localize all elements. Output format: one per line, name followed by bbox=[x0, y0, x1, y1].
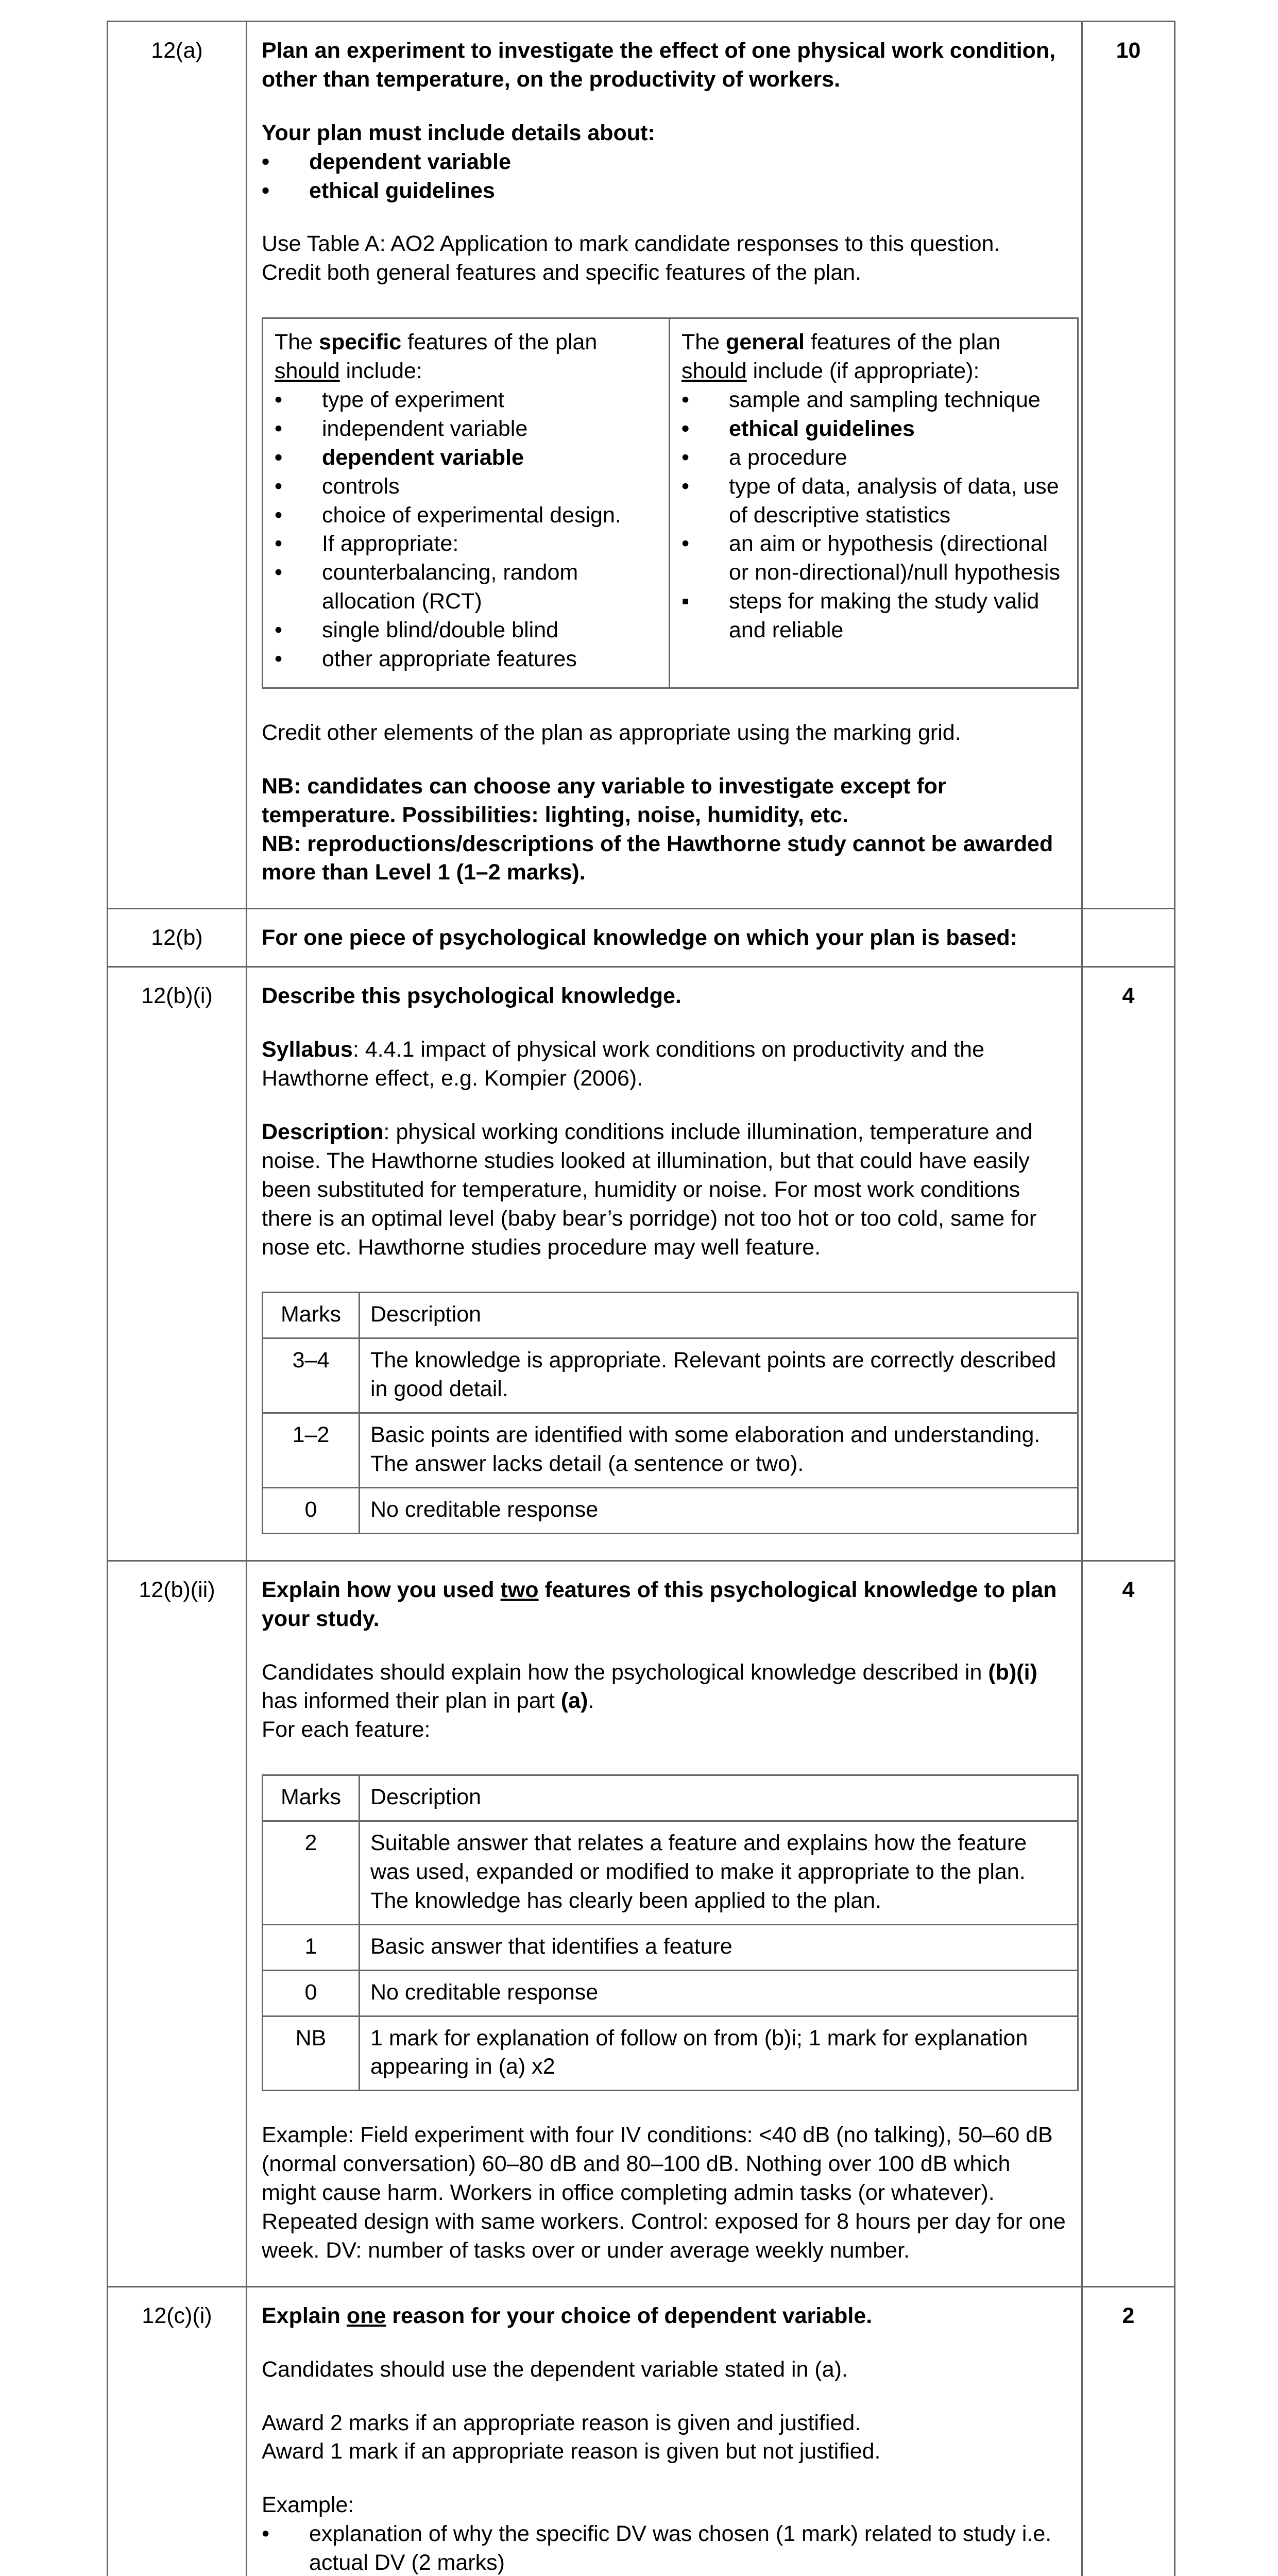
plan-items-list bbox=[262, 148, 1069, 206]
grid-marks: 2 bbox=[263, 1821, 360, 1925]
grid-description: The knowledge is appropriate. Relevant points are correctly described in good detail. bbox=[360, 1338, 1078, 1413]
table-row bbox=[263, 1487, 1078, 1533]
syllabus-line: Syllabus: 4.4.1 impact of physical work conditions on productivity and the Hawthorne effect, e.g. Kompier (2006). bbox=[262, 1037, 985, 1091]
list-item: • other appropriate features bbox=[275, 645, 657, 674]
question-content bbox=[247, 2286, 1082, 2576]
table-row bbox=[263, 1338, 1078, 1413]
candidates-instruction: Candidates should use the dependent variable stated in (a). bbox=[262, 2357, 848, 2382]
question-row-12ci bbox=[108, 2286, 1175, 2576]
question-row-12bii bbox=[108, 1561, 1175, 2286]
question-title: For one piece of psychological knowledge on which your plan is based: bbox=[262, 925, 1018, 951]
grid-header-marks: Marks bbox=[263, 1775, 360, 1821]
table-row bbox=[263, 1775, 1078, 1821]
grid-description: No creditable response bbox=[360, 1970, 1078, 2016]
specific-features-cell bbox=[263, 318, 670, 688]
marking-grid bbox=[262, 1774, 1079, 2091]
marks-cell: 2 bbox=[1082, 2286, 1175, 2576]
marking-grid bbox=[262, 1292, 1079, 1534]
table-row bbox=[263, 1970, 1078, 2016]
question-row-12b bbox=[108, 909, 1175, 967]
grid-description: 1 mark for explanation of follow on from (b)i; 1 mark for explanation appearing in (a) x2 bbox=[360, 2016, 1078, 2091]
grid-marks: 1 bbox=[263, 1924, 360, 1970]
mark-scheme-table bbox=[107, 21, 1175, 2576]
list-item: • type of experiment bbox=[275, 386, 657, 415]
list-item: • choice of experimental design. bbox=[275, 501, 657, 530]
award-line: Award 1 mark if an appropriate reason is given but not justified. bbox=[262, 2439, 881, 2464]
list-item: • dependent variable bbox=[275, 444, 657, 472]
question-content bbox=[247, 909, 1082, 967]
marks-cell: 4 bbox=[1082, 1561, 1175, 2286]
nb-note: NB: reproductions/descriptions of the Hawthorne study cannot be awarded more than Level 1 (1–2 marks). bbox=[262, 831, 1053, 885]
features-table bbox=[262, 317, 1079, 689]
grid-header-marks: Marks bbox=[263, 1293, 360, 1338]
list-item: ▪ steps for making the study valid and reliable bbox=[681, 587, 1066, 645]
marks-cell bbox=[1082, 909, 1175, 967]
question-row-12bi bbox=[108, 967, 1175, 1561]
grid-description: Basic points are identified with some elaboration and understanding. The answer lacks detail (a sentence or two). bbox=[360, 1413, 1078, 1488]
grid-marks: 0 bbox=[263, 1970, 360, 2016]
question-title: Plan an experiment to investigate the effect of one physical work condition, other than temperature, on the productivity of workers. bbox=[262, 38, 1056, 92]
candidates-instruction: Candidates should explain how the psychological knowledge described in (b)(i) has informed their plan in part (a). bbox=[262, 1659, 1037, 1714]
question-row-12a bbox=[108, 22, 1175, 909]
table-row bbox=[263, 2016, 1078, 2091]
grid-description: No creditable response bbox=[360, 1487, 1078, 1533]
grid-description: Suitable answer that relates a feature and explains how the feature was used, expanded or modified to make it appropriate to the plan. The knowledge has clearly been applied to the plan. bbox=[360, 1821, 1078, 1925]
question-number: 12(b)(i) bbox=[108, 967, 247, 1561]
general-features-list bbox=[681, 386, 1066, 587]
grid-marks: NB bbox=[263, 2016, 360, 2091]
list-item: • If appropriate: bbox=[275, 530, 657, 558]
question-content bbox=[247, 1561, 1082, 2286]
list-item: • ethical guidelines bbox=[681, 415, 1066, 444]
question-content bbox=[247, 967, 1082, 1561]
description-paragraph: Description: physical working conditions include illumination, temperature and noise. The Hawthorne studies looked at illumination, but that could have easily been substituted for temperature, humidity or noise. For most work conditions there is an optimal level (baby bear’s porridge) not too hot or too cold, same for nose etc. Hawthorne studies procedure may well feature. bbox=[262, 1119, 1037, 1260]
list-item: • type of data, analysis of data, use of descriptive statistics bbox=[681, 472, 1066, 530]
question-title: Describe this psychological knowledge. bbox=[262, 984, 681, 1009]
example-list bbox=[262, 2520, 1069, 2576]
question-number: 12(a) bbox=[108, 22, 247, 909]
nb-note: NB: candidates can choose any variable to investigate except for temperature. Possibilities: lighting, noise, humidity, etc. bbox=[262, 773, 946, 827]
grid-marks: 3–4 bbox=[263, 1338, 360, 1413]
question-title: Explain one reason for your choice of dependent variable. bbox=[262, 2303, 873, 2328]
question-number: 12(b)(ii) bbox=[108, 1561, 247, 2286]
list-item: • a procedure bbox=[681, 444, 1066, 472]
marks-cell: 10 bbox=[1082, 22, 1175, 909]
example-paragraph: Example: Field experiment with four IV conditions: <40 dB (no talking), 50–60 dB (normal conversation) 60–80 dB and 80–100 dB. Nothing over 100 dB which might cause harm. Workers in office completing admin tasks (or whatever). Repeated design with same workers. Control: exposed for 8 hours per day for one week. DV: number of tasks over or under average weekly number. bbox=[262, 2123, 1066, 2263]
credit-other-line: Credit other elements of the plan as appropriate using the marking grid. bbox=[262, 720, 961, 745]
marks-cell: 4 bbox=[1082, 967, 1175, 1561]
instruction-line: Use Table A: AO2 Application to mark candidate responses to this question. bbox=[262, 231, 1000, 257]
table-row bbox=[263, 1293, 1078, 1338]
plan-intro: Your plan must include details about: bbox=[262, 120, 655, 145]
example-label: Example: bbox=[262, 2493, 354, 2518]
question-number: 12(b) bbox=[108, 909, 247, 967]
list-item: • single blind/double blind bbox=[275, 616, 657, 645]
award-line: Award 2 marks if an appropriate reason is given and justified. bbox=[262, 2410, 861, 2435]
for-each-line: For each feature: bbox=[262, 1717, 431, 1742]
list-item: • controls bbox=[275, 472, 657, 501]
list-item: • ethical guidelines bbox=[262, 177, 1069, 206]
grid-header-description: Description bbox=[360, 1293, 1078, 1338]
table-row bbox=[263, 1413, 1078, 1488]
general-features-heading: The general features of the plan should include (if appropriate): bbox=[681, 330, 1001, 384]
grid-marks: 0 bbox=[263, 1487, 360, 1533]
list-item: • independent variable bbox=[275, 415, 657, 444]
list-item: • explanation of why the specific DV was chosen (1 mark) related to study i.e. actual DV (2 marks) bbox=[262, 2520, 1069, 2576]
instruction-line: Credit both general features and specific features of the plan. bbox=[262, 260, 862, 285]
table-row bbox=[263, 1821, 1078, 1925]
question-number: 12(c)(i) bbox=[108, 2286, 247, 2576]
grid-header-description: Description bbox=[360, 1775, 1078, 1821]
specific-features-list bbox=[275, 386, 657, 674]
table-row bbox=[263, 1924, 1078, 1970]
grid-description: Basic answer that identifies a feature bbox=[360, 1924, 1078, 1970]
list-item: • sample and sampling technique bbox=[681, 386, 1066, 415]
question-content bbox=[247, 22, 1082, 909]
general-features-cell bbox=[670, 318, 1078, 688]
list-item: • an aim or hypothesis (directional or non-directional)/null hypothesis bbox=[681, 530, 1066, 587]
question-title: Explain how you used two features of this psychological knowledge to plan your study. bbox=[262, 1577, 1057, 1631]
specific-features-heading: The specific features of the plan should include: bbox=[275, 330, 598, 384]
grid-marks: 1–2 bbox=[263, 1413, 360, 1488]
list-item: • counterbalancing, random allocation (RCT) bbox=[275, 558, 657, 616]
general-features-list-square bbox=[681, 587, 1066, 645]
list-item: • dependent variable bbox=[262, 148, 1069, 177]
